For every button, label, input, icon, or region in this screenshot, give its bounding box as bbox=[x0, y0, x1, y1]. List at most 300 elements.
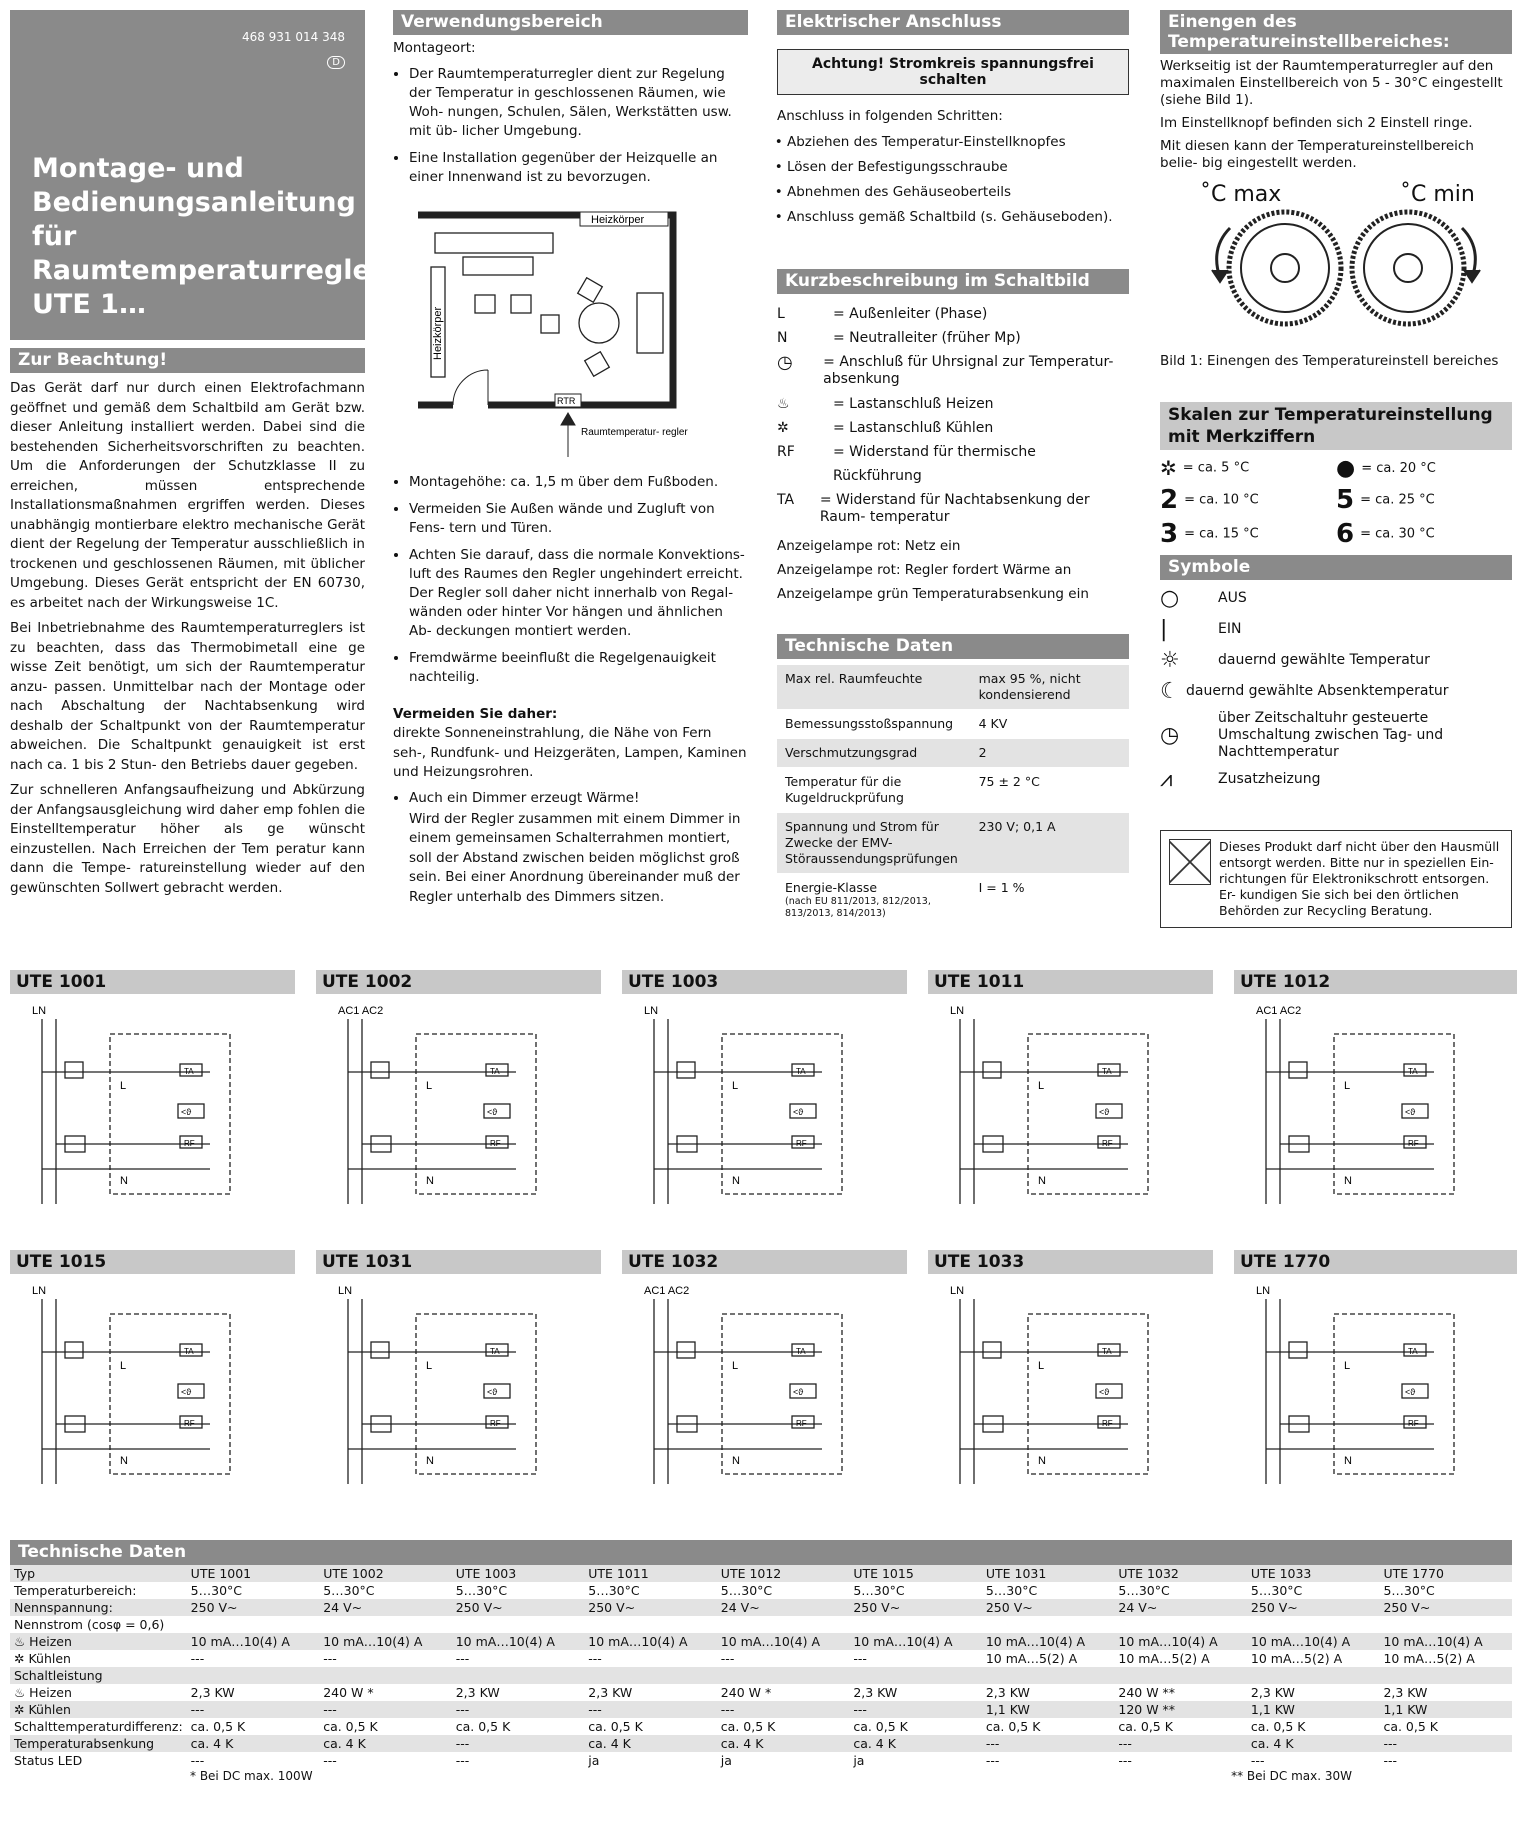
table-cell: 5…30°C bbox=[588, 1583, 640, 1598]
section-header-anschluss: Elektrischer Anschluss bbox=[777, 10, 1129, 35]
theta-label: <ϑ bbox=[181, 1107, 192, 1117]
n-label: N bbox=[426, 1175, 434, 1187]
table-cell bbox=[452, 1616, 585, 1633]
rtr-arrow-label: Raumtemperatur- regler bbox=[581, 426, 688, 438]
n-label: N bbox=[1038, 1455, 1046, 1467]
scale-digit: 5 bbox=[1336, 484, 1355, 515]
cooling-icon: ✲ bbox=[777, 419, 789, 436]
table-cell: 2,3 KW bbox=[985, 1685, 1030, 1700]
table-cell: 2,3 KW bbox=[1383, 1685, 1428, 1700]
montageort-label: Montageort: bbox=[393, 40, 476, 56]
legend-value: = Widerstand für Nachtabsenkung der Raum- temperatur bbox=[819, 491, 1090, 525]
ta-label: TA bbox=[490, 1067, 500, 1076]
table-cell: --- bbox=[455, 1651, 470, 1666]
table-cell: 10 mA…10(4) A bbox=[319, 1633, 452, 1650]
table-cell: ja bbox=[853, 1753, 865, 1768]
warning-box: Achtung! Stromkreis spannungsfrei schalten bbox=[777, 49, 1129, 95]
section-header-symbole: Symbole bbox=[1160, 555, 1512, 580]
rf-label: RF bbox=[1102, 1139, 1113, 1148]
list-item: • Vermeiden Sie Außen wände und Zugluft von Fens- tern und Türen. bbox=[409, 500, 748, 538]
usage-column bbox=[393, 10, 748, 913]
paragraph: Mit diesen kann der Temperatureinstellbereich belie- big eingestellt werden. bbox=[1160, 138, 1474, 171]
table-cell: 4 KV bbox=[971, 709, 1129, 738]
section-header-technische-daten: Technische Daten bbox=[777, 634, 1129, 659]
moon-icon: ☾ bbox=[1160, 678, 1180, 704]
paragraph: Zur schnelleren Anfangsaufheizung und Abkürzung der Anfangsausgleichung wird daher emp fohlen die Einstelltemperatur höher als ge wünscht einzustellen. Nach Erreichen der Tem peratur kann dann die Tempe- ratureinstellung wieder auf den gewünschten Sollwert gebracht werden. bbox=[10, 782, 365, 896]
rf-label: RF bbox=[490, 1139, 501, 1148]
table-cell: 5…30°C bbox=[1383, 1583, 1435, 1598]
section-header-beachtung: Zur Beachtung! bbox=[10, 348, 365, 373]
scale-grid bbox=[1160, 456, 1512, 549]
table-cell: --- bbox=[190, 1651, 205, 1666]
scale-value: = ca. 25 °C bbox=[1360, 492, 1435, 507]
table-cell: UTE 1002 bbox=[319, 1565, 452, 1582]
circuit-diagram bbox=[928, 1274, 1213, 1494]
table-cell: ca. 4 K bbox=[187, 1735, 320, 1752]
table-cell bbox=[1247, 1616, 1380, 1633]
table-cell: --- bbox=[1379, 1735, 1512, 1752]
avoid-text: direkte Sonneneinstrahlung, die Nähe von Fern seh-, Rundfunk- und Heizgeräten, Lampen, Kaminen und Heizungsrohren. bbox=[393, 725, 747, 780]
table-cell bbox=[452, 1667, 585, 1684]
table-cell: 24 V~ bbox=[717, 1599, 850, 1616]
table-row bbox=[10, 1565, 1512, 1582]
circuit-diagram bbox=[316, 1274, 601, 1494]
table-cell: I = 1 % bbox=[971, 873, 1129, 926]
theta-label: <ϑ bbox=[1405, 1107, 1416, 1117]
table-row bbox=[777, 738, 1129, 767]
rf-label: RF bbox=[1408, 1139, 1419, 1148]
room-plan bbox=[393, 195, 748, 465]
table-row bbox=[10, 1633, 1512, 1650]
clock-icon bbox=[983, 1062, 1001, 1078]
circuit-diagram bbox=[1234, 1274, 1517, 1494]
table-cell: --- bbox=[319, 1701, 452, 1718]
table-row bbox=[777, 767, 1129, 812]
table-cell: Status LED bbox=[14, 1753, 83, 1768]
table-cell: 75 ± 2 °C bbox=[971, 767, 1129, 812]
table-cell bbox=[982, 1616, 1115, 1633]
device-outline bbox=[722, 1314, 842, 1474]
table-cell: --- bbox=[717, 1701, 850, 1718]
list-item: • Auch ein Dimmer erzeugt Wärme! bbox=[409, 789, 748, 808]
table-cell: 250 V~ bbox=[982, 1599, 1115, 1616]
device-outline bbox=[1334, 1314, 1454, 1474]
table-cell: --- bbox=[1114, 1735, 1247, 1752]
beachtung-text bbox=[10, 379, 365, 898]
circuit-diagram bbox=[10, 1274, 295, 1494]
symbol-desc: dauernd gewählte Absenktemperatur bbox=[1186, 683, 1449, 699]
paragraph: Das Gerät darf nur durch einen Elektrofachmann geöffnet und gemäß dem Schaltbild am Gerät bzw. dieser Anleitung installiert werden. Dabei sind die bestehenden Sicherheitsvorschriften zu beachten. Um die Anforderungen der Schutzklasse II zu erreichen, müssen entsprechende Installationsmaßnahmen ergriffen werden. Dieses unabhängig montierbare elektro mechanische Gerät dient der Regelung der Temperatur ausschließlich in trockenen und geschlossenen Räumen, mit üblicher Umgebung. Dieses Gerät entspricht der EN 60730, es arbeitet nach der Wirkungsweise 1C. bbox=[10, 380, 365, 611]
l-label: L bbox=[120, 1080, 127, 1092]
ta-label: TA bbox=[796, 1347, 806, 1356]
table-cell: --- bbox=[452, 1701, 585, 1718]
diagram-title: UTE 1033 bbox=[928, 1250, 1213, 1274]
diagram-title: UTE 1002 bbox=[316, 970, 601, 994]
table-cell bbox=[1114, 1667, 1247, 1684]
list-item: • Abziehen des Temperatur-Einstellknopfes bbox=[787, 133, 1129, 152]
diagram-title: UTE 1770 bbox=[1234, 1250, 1517, 1274]
table-cell: 5…30°C bbox=[720, 1583, 773, 1598]
wiring-diagram-1 bbox=[10, 970, 295, 1218]
table-row bbox=[777, 812, 1129, 873]
table-cell: 10 mA…10(4) A bbox=[1247, 1633, 1380, 1650]
table-cell: 250 V~ bbox=[452, 1599, 585, 1616]
steps-title: Anschluss in folgenden Schritten: bbox=[777, 108, 1003, 124]
table-cell bbox=[717, 1667, 850, 1684]
clock-icon bbox=[371, 1342, 389, 1358]
wiring-diagram-2 bbox=[316, 970, 601, 1218]
lamp-line: Anzeigelampe rot: Regler fordert Wärme an bbox=[777, 561, 1072, 578]
table-cell: ca. 0,5 K bbox=[985, 1719, 1041, 1734]
table-cell: --- bbox=[985, 1753, 1000, 1768]
rtr-label: RTR bbox=[557, 395, 576, 406]
table-cell: 240 W * bbox=[323, 1685, 374, 1700]
ta-label: TA bbox=[184, 1347, 194, 1356]
table-cell: Energie-Klasse bbox=[785, 879, 878, 895]
l-label: L bbox=[120, 1360, 127, 1372]
table-cell bbox=[1379, 1667, 1512, 1684]
terminal-labels: AC1 AC2 bbox=[1256, 1005, 1302, 1017]
table-cell bbox=[187, 1667, 320, 1684]
off-circle-icon: ○ bbox=[1160, 585, 1180, 611]
table-cell: --- bbox=[1383, 1753, 1397, 1768]
table-cell: ca. 4 K bbox=[584, 1735, 717, 1752]
n-label: N bbox=[120, 1455, 128, 1467]
footnote-30w: ** Bei DC max. 30W bbox=[1231, 1769, 1352, 1783]
diagram-title: UTE 1032 bbox=[622, 1250, 907, 1274]
scale-value: = ca. 30 °C bbox=[1360, 526, 1435, 541]
symbol-desc: EIN bbox=[1218, 621, 1242, 637]
table-cell: 120 W ** bbox=[1114, 1701, 1247, 1718]
list-item: • Achten Sie darauf, dass die normale Konvektions- luft des Raumes den Regler ungehindert erreicht. Der Regler soll daher nicht innerhalb von Regal- wänden oder hinter Vor hängen und ähnlichen Ab- deckungen montiert werden. bbox=[409, 546, 748, 641]
clock-icon bbox=[677, 1062, 695, 1078]
on-bar-icon: | bbox=[1160, 616, 1168, 642]
table-cell bbox=[319, 1667, 452, 1684]
tech-table bbox=[777, 665, 1129, 927]
table-cell: 2,3 KW bbox=[588, 1685, 633, 1700]
circuit-diagram bbox=[622, 994, 907, 1214]
table-cell: ca. 0,5 K bbox=[720, 1719, 776, 1734]
table-cell: 240 W ** bbox=[1118, 1685, 1176, 1700]
terminal-labels: AC1 AC2 bbox=[338, 1005, 384, 1017]
table-cell: ja bbox=[588, 1753, 600, 1768]
clock-icon bbox=[677, 1342, 695, 1358]
terminal-labels: LN bbox=[338, 1285, 353, 1297]
table-cell: 24 V~ bbox=[319, 1599, 452, 1616]
table-row bbox=[10, 1599, 1512, 1616]
cmax-label: ˚C max bbox=[1200, 182, 1282, 207]
table-cell: ca. 4 K bbox=[319, 1735, 452, 1752]
intro-column bbox=[10, 10, 385, 904]
table-cell: ca. 0,5 K bbox=[1118, 1719, 1173, 1734]
theta-label: <ϑ bbox=[181, 1387, 192, 1397]
table-cell: UTE 1001 bbox=[187, 1565, 320, 1582]
n-label: N bbox=[120, 1175, 128, 1187]
doc-number: 468 931 014 348 bbox=[241, 30, 345, 44]
table-row bbox=[10, 1667, 1512, 1684]
table-cell bbox=[584, 1667, 717, 1684]
table-cell: Max rel. Raumfeuchte bbox=[777, 665, 971, 710]
table-cell: 24 V~ bbox=[1114, 1599, 1247, 1616]
snowflake-icon: ✲ bbox=[1160, 455, 1177, 480]
table-cell: Verschmutzungsgrad bbox=[777, 738, 971, 767]
paragraph: Werkseitig ist der Raumtemperaturregler auf den maximalen Einstellbereich von 5 - 30°C eingestellt (siehe Bild 1). bbox=[1160, 58, 1503, 108]
table-cell: 250 V~ bbox=[1379, 1599, 1512, 1616]
dimmer-text: Wird der Regler zusammen mit einem Dimmer in einem gemeinsamen Schalterrahmen montiert, soll der Abstand zwischen beiden möglichst groß sein. Bei einer Anordnung übereinander muß der Regler unterhalb des Dimmers sitzen. bbox=[409, 810, 741, 905]
page-title: Montage- und Bedienungsanleitung für Raumtemperaturregler UTE 1… bbox=[32, 153, 385, 320]
table-cell: 10 mA…10(4) A bbox=[452, 1633, 585, 1650]
table-cell: 10 mA…10(4) A bbox=[982, 1633, 1115, 1650]
symbol-desc: dauernd gewählte Temperatur bbox=[1218, 652, 1430, 668]
wiring-diagram-6 bbox=[10, 1250, 295, 1498]
table-cell: 10 mA…10(4) A bbox=[187, 1633, 320, 1650]
table-cell: 2 bbox=[971, 738, 1129, 767]
table-cell: 5…30°C bbox=[985, 1583, 1038, 1598]
clock-icon bbox=[983, 1342, 1001, 1358]
theta-label: <ϑ bbox=[487, 1107, 498, 1117]
scale-digit: 2 bbox=[1160, 484, 1179, 515]
table-row bbox=[10, 1701, 1512, 1718]
table-cell: Temperaturabsenkung bbox=[10, 1735, 187, 1752]
table-cell bbox=[1114, 1616, 1247, 1633]
legend-value: = Anschluß für Uhrsignal zur Temperatur- absenkung bbox=[823, 353, 1114, 387]
table-cell bbox=[982, 1667, 1115, 1684]
table-cell: 2,3 KW bbox=[190, 1685, 235, 1700]
connection-column bbox=[777, 10, 1129, 927]
table-cell: --- bbox=[849, 1701, 982, 1718]
legend-value: = Lastanschluß Kühlen bbox=[833, 419, 994, 436]
section-header-technische-daten-bottom: Technische Daten bbox=[10, 1540, 1512, 1565]
table-cell: --- bbox=[452, 1735, 585, 1752]
wiring-diagram-9 bbox=[928, 1250, 1213, 1498]
bottom-tech-table bbox=[10, 1565, 1512, 1769]
cmin-label: ˚C min bbox=[1400, 182, 1475, 207]
list-item: • Eine Installation gegenüber der Heizquelle an einer Innenwand ist zu bevorzugen. bbox=[409, 149, 748, 187]
table-cell: --- bbox=[190, 1753, 205, 1768]
scale-value: = ca. 20 °C bbox=[1361, 460, 1436, 476]
table-row bbox=[10, 1735, 1512, 1752]
table-row bbox=[777, 709, 1129, 738]
lang-badge: D bbox=[327, 56, 345, 69]
symbol-desc: über Zeitschaltuhr gesteuerte Umschaltung zwischen Tag- und Nachttemperatur bbox=[1218, 709, 1444, 760]
radiator-left-label: Heizkörper bbox=[432, 306, 444, 360]
table-cell: Typ bbox=[10, 1565, 187, 1582]
n-label: N bbox=[1344, 1455, 1352, 1467]
section-header-einengen: Einengen des Temperatureinstellbereiches: bbox=[1160, 10, 1512, 54]
title-box bbox=[10, 10, 385, 340]
scale-digit: 6 bbox=[1336, 518, 1355, 549]
energy-class-note: (nach EU 811/2013, 812/2013, 813/2013, 814/2013) bbox=[785, 895, 931, 919]
table-row bbox=[10, 1752, 1512, 1769]
avoid-title: Vermeiden Sie daher: bbox=[393, 705, 558, 722]
table-cell: 1,1 KW bbox=[1379, 1701, 1512, 1718]
clock-icon bbox=[65, 1342, 83, 1358]
wiring-diagram-3 bbox=[622, 970, 907, 1218]
table-cell: Schaltleistung bbox=[10, 1667, 187, 1684]
section-header-verwendung: Verwendungsbereich bbox=[393, 10, 748, 35]
rf-label: RF bbox=[1102, 1419, 1113, 1428]
circuit-diagram bbox=[10, 994, 295, 1214]
table-cell bbox=[187, 1616, 320, 1633]
terminal-labels: LN bbox=[1256, 1285, 1271, 1297]
l-label: L bbox=[732, 1360, 739, 1372]
n-label: N bbox=[1038, 1175, 1046, 1187]
table-cell: ca. 4 K bbox=[1247, 1735, 1380, 1752]
lamp-line: Anzeigelampe rot: Netz ein bbox=[777, 537, 961, 554]
diagram-title: UTE 1001 bbox=[10, 970, 295, 994]
n-label: N bbox=[732, 1175, 740, 1187]
table-cell: 5…30°C bbox=[1250, 1583, 1303, 1598]
symbol-desc: AUS bbox=[1218, 590, 1247, 606]
table-cell: --- bbox=[982, 1735, 1115, 1752]
table-cell: --- bbox=[187, 1701, 320, 1718]
theta-label: <ϑ bbox=[1405, 1387, 1416, 1397]
terminal-labels: LN bbox=[950, 1005, 965, 1017]
theta-label: <ϑ bbox=[487, 1387, 498, 1397]
l-label: L bbox=[1344, 1360, 1351, 1372]
table-cell: --- bbox=[323, 1651, 337, 1666]
clock-icon bbox=[1289, 1342, 1307, 1358]
table-cell: 2,3 KW bbox=[853, 1685, 898, 1700]
table-cell: UTE 1015 bbox=[849, 1565, 982, 1582]
table-cell: 5…30°C bbox=[323, 1583, 375, 1598]
list-item: • Fremdwärme beeinflußt die Regelgenauigkeit nachteilig. bbox=[409, 649, 748, 687]
heating-icon: ♨ bbox=[777, 395, 790, 412]
table-cell bbox=[1379, 1616, 1512, 1633]
table-cell: --- bbox=[584, 1701, 717, 1718]
table-cell: --- bbox=[1250, 1753, 1265, 1768]
legend-key: TA bbox=[777, 491, 795, 508]
circuit-diagram bbox=[622, 1274, 907, 1494]
table-cell: --- bbox=[853, 1651, 867, 1666]
table-cell: 250 V~ bbox=[849, 1599, 982, 1616]
rf-label: RF bbox=[184, 1419, 195, 1428]
l-label: L bbox=[426, 1360, 433, 1372]
terminal-labels: AC1 AC2 bbox=[644, 1285, 690, 1297]
table-cell: ca. 0,5 K bbox=[190, 1719, 246, 1734]
table-cell: --- bbox=[588, 1651, 602, 1666]
list-item: • Abnehmen des Gehäuseoberteils bbox=[787, 183, 1129, 202]
terminal-labels: LN bbox=[950, 1285, 965, 1297]
rf-label: RF bbox=[796, 1139, 807, 1148]
legend-key: RF bbox=[777, 443, 795, 460]
wiring-diagram-7 bbox=[316, 1250, 601, 1498]
table-cell: 250 V~ bbox=[1247, 1599, 1380, 1616]
lamp-line: Anzeigelampe grün Temperaturabsenkung ein bbox=[777, 585, 1089, 602]
table-cell: ca. 0,5 K bbox=[323, 1719, 378, 1734]
device-outline bbox=[416, 1314, 536, 1474]
table-row bbox=[10, 1582, 1512, 1599]
table-cell bbox=[584, 1616, 717, 1633]
table-cell: ✲ Kühlen bbox=[10, 1701, 187, 1718]
rf-label: RF bbox=[184, 1139, 195, 1148]
table-cell: 10 mA…10(4) A bbox=[1114, 1633, 1247, 1650]
table-cell: ca. 0,5 K bbox=[1383, 1719, 1438, 1734]
section-header-kurzbeschreibung: Kurzbeschreibung im Schaltbild bbox=[777, 269, 1129, 294]
table-cell: 5…30°C bbox=[853, 1583, 905, 1598]
table-cell: 10 mA…5(2) A bbox=[985, 1651, 1078, 1666]
setting-rings-icon bbox=[1160, 178, 1512, 338]
table-cell: 10 mA…5(2) A bbox=[1118, 1651, 1210, 1666]
table-cell: --- bbox=[455, 1753, 470, 1768]
theta-label: <ϑ bbox=[793, 1387, 804, 1397]
heater-resistor-icon: ⩘ bbox=[1160, 766, 1173, 792]
table-cell: UTE 1003 bbox=[452, 1565, 585, 1582]
table-cell: ca. 0,5 K bbox=[853, 1719, 908, 1734]
n-label: N bbox=[1344, 1175, 1352, 1187]
device-outline bbox=[1028, 1314, 1148, 1474]
table-cell: ca. 4 K bbox=[849, 1735, 982, 1752]
dot-icon: ● bbox=[1336, 455, 1356, 481]
ta-label: TA bbox=[796, 1067, 806, 1076]
diagram-title: UTE 1015 bbox=[10, 1250, 295, 1274]
table-row bbox=[777, 665, 1129, 710]
legend-value: = Widerstand für thermische Rückführung bbox=[832, 443, 1036, 484]
table-cell: ♨ Heizen bbox=[10, 1633, 187, 1650]
table-cell: Nennspannung: bbox=[10, 1599, 187, 1616]
ta-label: TA bbox=[1102, 1347, 1112, 1356]
paragraph: Bei Inbetriebnahme des Raumtemperaturreglers ist zu beachten, dass das Thermobimetall eine ge wisse Zeit benötigt, um sich der Raumtemperatur anzu- passen. Unmittelbar nach der Montage oder nach Abschaltung der Nachtabsenkung wird deshalb der Schaltpunkt von der Raumtemperatur abweichen. Die Schaltpunkt genauigkeit ist erst nach ca. 1 bis 2 Stun- den Betriebs dauer gegeben. bbox=[10, 620, 365, 773]
l-label: L bbox=[732, 1080, 739, 1092]
table-cell: ca. 4 K bbox=[717, 1735, 850, 1752]
device-outline bbox=[1028, 1034, 1148, 1194]
table-cell: Bemessungsstoßspannung bbox=[777, 709, 971, 738]
table-row bbox=[10, 1684, 1512, 1701]
table-cell: ca. 0,5 K bbox=[588, 1719, 643, 1734]
table-cell: 10 mA…10(4) A bbox=[1379, 1633, 1512, 1650]
table-cell: Temperatur für die Kugeldruckprüfung bbox=[777, 767, 971, 812]
device-outline bbox=[110, 1314, 230, 1474]
device-outline bbox=[110, 1034, 230, 1194]
table-cell: 5…30°C bbox=[1118, 1583, 1170, 1598]
table-cell: ✲ Kühlen bbox=[14, 1651, 71, 1666]
legend-key: N bbox=[777, 329, 788, 346]
table-cell: 1,1 KW bbox=[982, 1701, 1115, 1718]
weee-text: Dieses Produkt darf nicht über den Hausmüll entsorgt werden. Bitte nur in speziellen Ein- richtungen für Elektronikschrott entsorgen. Er- kundigen Sie sich bei den örtlichen Behörden zur Recycling Beratung. bbox=[1219, 838, 1500, 918]
table-row bbox=[10, 1718, 1512, 1735]
l-label: L bbox=[426, 1080, 433, 1092]
device-outline bbox=[1334, 1034, 1454, 1194]
table-cell: --- bbox=[720, 1651, 735, 1666]
ta-label: TA bbox=[184, 1067, 194, 1076]
arrow-icon bbox=[561, 413, 575, 457]
table-cell: --- bbox=[1118, 1753, 1132, 1768]
clock-icon: ◷ bbox=[777, 351, 793, 373]
table-cell bbox=[319, 1616, 452, 1633]
rf-label: RF bbox=[796, 1419, 807, 1428]
table-cell bbox=[1247, 1667, 1380, 1684]
table-cell: 10 mA…10(4) A bbox=[849, 1633, 982, 1650]
list-item: • Anschluss gemäß Schaltbild (s. Gehäuseboden). bbox=[787, 208, 1129, 227]
table-cell: max 95 %, nicht kondensierend bbox=[971, 665, 1129, 710]
table-cell: ca. 0,5 K bbox=[1250, 1719, 1306, 1734]
legend-value: = Außenleiter (Phase) bbox=[833, 305, 988, 322]
legend-value: = Lastanschluß Heizen bbox=[833, 395, 994, 412]
table-cell: Nennstrom (cosφ = 0,6) bbox=[14, 1617, 165, 1632]
table-cell: ♨ Heizen bbox=[14, 1685, 72, 1700]
table-cell: Spannung und Strom für Zwecke der EMV- Störaussendungsprüfungen bbox=[777, 812, 971, 873]
table-cell: UTE 1032 bbox=[1114, 1565, 1247, 1582]
terminal-labels: LN bbox=[32, 1005, 47, 1017]
n-label: N bbox=[426, 1455, 434, 1467]
circuit-diagram bbox=[1234, 994, 1517, 1214]
table-row bbox=[10, 1650, 1512, 1667]
table-cell bbox=[849, 1667, 982, 1684]
diagram-title: UTE 1011 bbox=[928, 970, 1213, 994]
ta-label: TA bbox=[1408, 1347, 1418, 1356]
legend-value: = Neutralleiter (früher Mp) bbox=[833, 329, 1021, 346]
range-column bbox=[1160, 10, 1512, 928]
